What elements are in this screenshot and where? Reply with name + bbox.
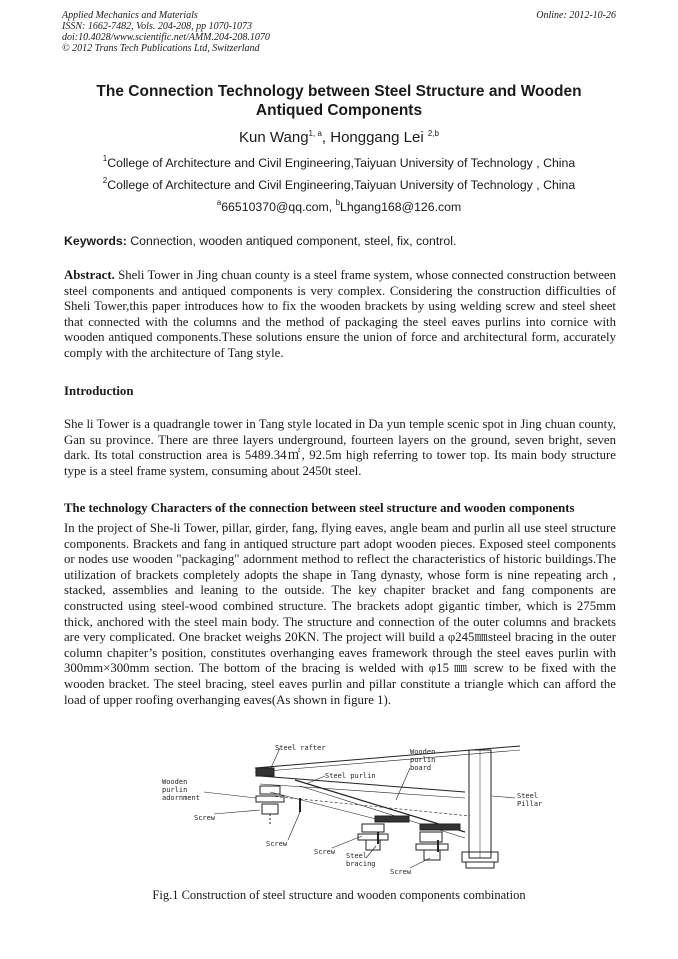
structure-drawing — [120, 740, 560, 880]
doi-line: doi:10.4028/www.scientific.net/AMM.204-208.1070 — [62, 32, 270, 43]
author-2: Honggang Lei — [330, 129, 428, 146]
email-a: 66510370@qq.com, — [221, 200, 336, 214]
affiliation-1-text: College of Architecture and Civil Engineering,Taiyuan University of Technology , China — [107, 156, 576, 170]
affiliation-2-text: College of Architecture and Civil Engineering,Taiyuan University of Technology , China — [107, 178, 576, 192]
abstract — [64, 268, 616, 362]
label-steel-bracing-1: Steel — [346, 852, 368, 860]
keywords-label: Keywords: — [64, 234, 127, 248]
label-steel-purlin: Steel purlin — [325, 772, 376, 780]
author-separator: , — [321, 129, 331, 146]
figure-1 — [120, 740, 560, 880]
label-wooden-purlin-board-1: Wooden — [410, 748, 436, 756]
label-screw-3: Screw — [314, 848, 336, 856]
email-b-mark: b — [335, 198, 341, 207]
author-emails — [62, 200, 616, 214]
email-a-mark: a — [216, 198, 222, 207]
section-2-body — [64, 521, 616, 708]
affiliation-1 — [62, 156, 616, 170]
label-steel-rafter: Steel rafter — [275, 744, 326, 752]
label-wooden-purlin-adornment-3: adornment — [162, 794, 200, 802]
author-1-affiliation-mark: 1, a — [308, 129, 322, 138]
affiliation-2-mark: 2 — [102, 176, 108, 185]
email-b: Lhgang168@126.com — [340, 200, 462, 214]
author-2-affiliation-mark: 2,b — [427, 129, 439, 138]
affiliation-1-mark: 1 — [102, 154, 108, 163]
author-1: Kun Wang — [239, 129, 309, 146]
introduction-body — [64, 417, 616, 479]
label-steel-bracing-2: bracing — [346, 860, 376, 868]
label-wooden-purlin-adornment-2: purlin — [162, 786, 188, 794]
label-steel-pillar-2: Pillar — [517, 800, 543, 808]
affiliation-2 — [62, 178, 616, 192]
introduction-text: She li Tower is a quadrangle tower in Tang style located in Da yun temple scenic spot in Jing chuan county, Gan su province. There are three layers underground, fourteen layers on the ground, seven bright, seven dark. Its total construction area is 5489.34㎡, 92.5m high referring to tower top. Its main body structure type is a steel frame system, consuming about 2450t steel. — [64, 417, 616, 478]
abstract-text: Sheli Tower in Jing chuan county is a steel frame system, whose connected construction between steel components and antiqued components is very complex. Considering the construction difficulties of Sheli Tower,this paper introduces how to fix the wooden brackets by using welding screw and steel sheet that connected with the columns and the method of packaging the steel eaves purlins into cornice with wooden antiqued components.These solutions ensure the union of force and architectural form, accurately comply with the architecture of Tang style. — [64, 268, 616, 360]
author-line — [62, 129, 616, 146]
keywords — [64, 234, 616, 248]
issn-line: ISSN: 1662-7482, Vols. 204-208, pp 1070-1073 — [62, 21, 252, 32]
label-wooden-purlin-adornment-1: Wooden — [162, 778, 188, 786]
label-steel-pillar-1: Steel — [517, 792, 539, 800]
figure-1-caption: Fig.1 Construction of steel structure and wooden components combination — [152, 888, 526, 902]
introduction-heading: Introduction — [64, 384, 134, 398]
label-wooden-purlin-board-2: purlin — [410, 756, 436, 764]
journal-name: Applied Mechanics and Materials — [62, 10, 198, 21]
keywords-text: Connection, wooden antiqued component, steel, fix, control. — [126, 234, 457, 248]
label-screw-4: Screw — [390, 868, 412, 876]
label-screw-1: Screw — [194, 814, 216, 822]
title-line-1: The Connection Technology between Steel Structure and Wooden — [96, 83, 582, 100]
label-wooden-purlin-board-3: board — [410, 764, 432, 772]
online-date: Online: 2012-10-26 — [536, 10, 616, 21]
copyright-line: © 2012 Trans Tech Publications Ltd, Switzerland — [62, 43, 260, 54]
label-screw-2: Screw — [266, 840, 288, 848]
abstract-label: Abstract. — [64, 268, 115, 282]
title-line-2: Antiqued Components — [255, 102, 423, 119]
paper-title — [62, 82, 616, 120]
section-2-text: In the project of She-li Tower, pillar, girder, fang, flying eaves, angle beam and purlin all use steel structure components. Brackets and fang in antiqued structure part adopt wooden pieces. Exposed steel components or nodes use wooden "packaging" adornment method to reflect the characteristics of historic buildings.The utilization of brackets completely adopts the shape in Tang dynasty, whose form is nine repeating arch , stacked, assemblies and leaning to the outside. The key chapiter bracket and fang components are constructed using steel-wood combined structure. The brackets adopt gigantic timber, which is 275mm thick, anchored with the steel main body. The structure and connection of the outer columns and brackets are very complicated. One bracket weighs 20KN. The project will build a φ245㎜steel bracing in the outer column chapiter’s position, constitutes overhanging eaves framework through the steel eaves purlin with 300mm×300mm section. The bottom of the bracing is welded with φ15 ㎜ screw to be fixed with the wooden bracket. The steel bracing, steel eaves purlin and pillar constitute a triangle which can afford the load of upper roofing overhanging eaves(As shown in figure 1). — [64, 521, 616, 707]
running-header — [62, 10, 616, 54]
section-2-heading: The technology Characters of the connection between steel structure and wooden components — [64, 501, 575, 515]
